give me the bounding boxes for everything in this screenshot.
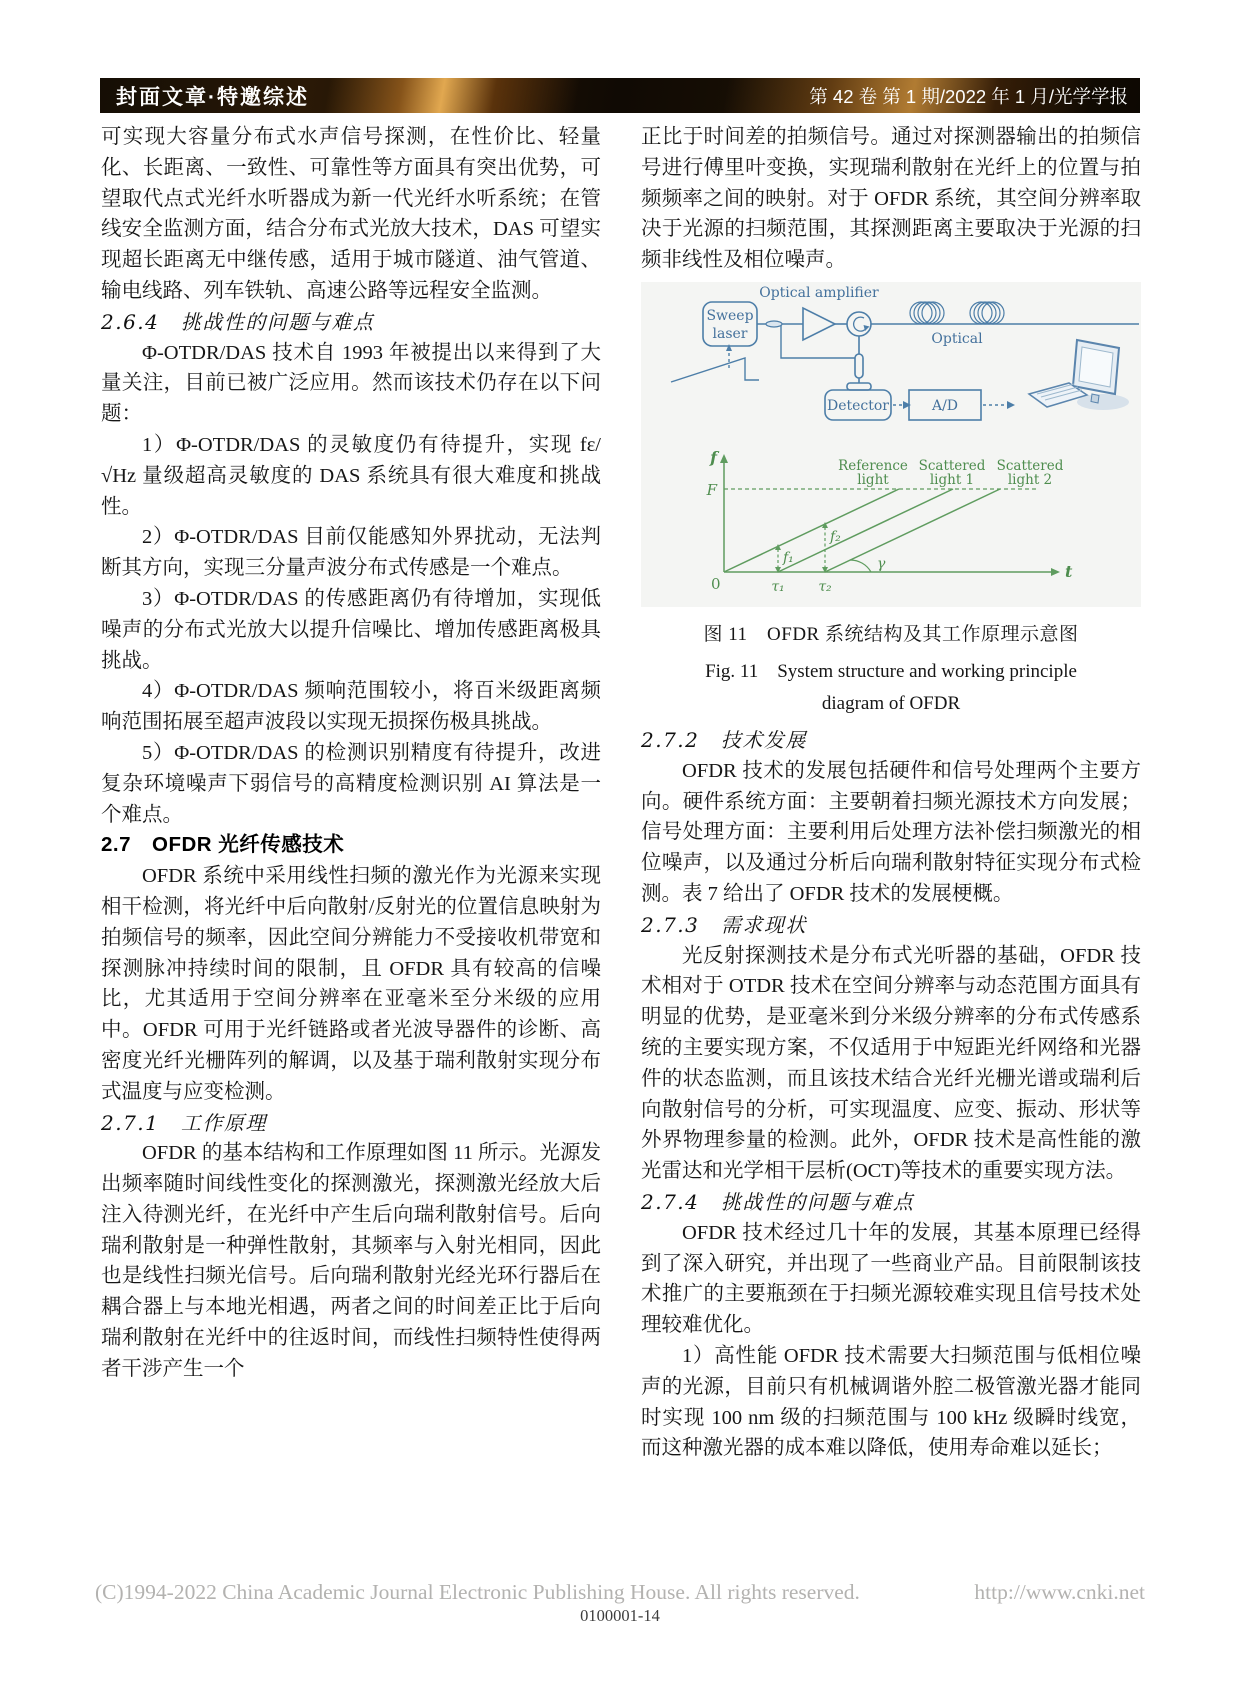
local-oscillator-path [781, 324, 855, 358]
gamma-label: γ [877, 555, 886, 572]
fiber-coil-icon [910, 302, 944, 324]
para-right-3: OFDR 技术经过几十年的发展，其基本原理已经得到了深入研究，并出现了一些商业产品。目前限制该技术推广的主要瓶颈在于扫频光源较难实现且信号技术处理较难优化。 [641, 1221, 1141, 1337]
optical-amplifier-label: Optical amplifier [759, 284, 879, 301]
banner-issue-info: 第 42 卷 第 1 期/2022 年 1 月/光学学报 [809, 85, 1128, 107]
header-banner [100, 78, 1140, 113]
left-column [101, 122, 601, 1385]
optical-fiber-label: Optical [931, 330, 983, 347]
section-heading-2-6-4: 2.6.4 挑战性的问题与难点 [101, 309, 375, 334]
para-left-8: OFDR 的基本结构和工作原理如图 11 所示。光源发出频率随时间线性变化的探测激光，探测激光经放大后注入待测光纤，在光纤中产生后向瑞利散射信号。后向瑞利散射是一种弹性散射，其频率与入射光相同，因此也是线性扫频光信号。后向瑞利散射光经光环行器后在耦合器上与本地光相遇，两者之间的时间差正比于后向瑞利散射在光纤中的往返时间，而线性扫频特性使得两者干涉产生一个 [101, 1142, 601, 1380]
tau2-label: τ₂ [818, 578, 832, 595]
section-heading-2-7-2: 2.7.2 技术发展 [641, 727, 807, 752]
scattered-light-1-label-2: light 1 [929, 471, 975, 488]
circulator-icon [847, 312, 871, 336]
copyright-text: (C)1994-2022 China Academic Journal Electronic Publishing House. All rights reserved. [95, 1580, 860, 1604]
fiber-coil-icon-2 [970, 302, 1004, 324]
para-left-3: 2）Φ-OTDR/DAS 目前仅能感知外界扰动，无法判断其方向，实现三分量声波分布式传感是一个难点。 [101, 526, 601, 580]
para-left-7: OFDR 系统中采用线性扫频的激光作为光源来实现相干检测，将光纤中后向散射/反射光的位置信息映射为拍频信号的频率，因此空间分辨能力不受接收机带宽和探测脉冲持续时间的限制，且 OFDR 具有较高的信噪比，尤其适用于空间分辨率在亚毫米至分米级的应用中。OFDR 可用于光纤链路或者光波导器件的诊断、高密度光纤光栅阵列的解调，以及基于瑞利散射实现分布式温度与应变检测。 [101, 865, 601, 1103]
ofdr-graph-panel [641, 437, 1141, 602]
detector-label: Detector [826, 397, 890, 414]
scattered-light-1-line [778, 489, 953, 572]
para-right-1: OFDR 技术的发展包括硬件和信号处理两个主要方向。硬件系统方面：主要朝着扫频光源技术方向发展；信号处理方面：主要利用后处理方法补偿扫频激光的相位噪声，以及通过分析后向瑞利散射特征实现分布式检测。表 7 给出了 OFDR 技术的发展梗概。 [641, 759, 1141, 905]
section-heading-2-7-3: 2.7.3 需求现状 [641, 912, 807, 937]
ofdr-schematic-panel [641, 282, 1141, 432]
figure-caption-en-2: diagram of OFDR [821, 692, 961, 714]
para-left-6: 5）Φ-OTDR/DAS 的检测识别精度有待提升，改进复杂环境噪声下弱信号的高精度检测识别 AI 算法是一个难点。 [101, 741, 601, 826]
f2-label: f₂ [830, 528, 841, 545]
para-left-2: 1）Φ-OTDR/DAS 的灵敏度仍有待提升，实现 fε/√Hz 量级超高灵敏度的 DAS 系统具有很大难度和挑战性。 [101, 433, 601, 518]
para-left-0: 可实现大容量分布式水声信号探测，在性价比、轻量化、长距离、一致性、可靠性等方面具有突出优势，可望取代点式光纤水听器成为新一代光纤水听系统；在管线安全监测方面，结合分布式光放大技术，DAS 可望实现超长距离无中继传感，适用于城市隧道、油气管道、输电线路、列车铁轨、高速公路等远程安全监测。 [101, 126, 601, 302]
section-heading-2-7: 2.7 OFDR 光纤传感技术 [101, 833, 345, 857]
copyright-watermark [95, 1580, 1145, 1605]
figure-caption-zh: 图 11 OFDR 系统结构及其工作原理示意图 [703, 623, 1079, 645]
tap-coupler-icon [766, 321, 782, 327]
F-level-label: F [706, 480, 717, 499]
computer-icon [1029, 340, 1129, 410]
tau1-label: τ₁ [771, 578, 785, 595]
gamma-angle-arc [850, 560, 871, 572]
adc-label: A/D [931, 397, 959, 414]
scattered-light-1-label-1: Scattered [918, 457, 986, 474]
reference-light-label-1: Reference [838, 457, 908, 474]
figure-caption-en-1: Fig. 11 System structure and working principle [705, 660, 1077, 682]
f-axis-label: f [710, 447, 717, 467]
banner-section-title: 封面文章·特邀综述 [116, 85, 309, 109]
cnki-url: http://www.cnki.net [974, 1580, 1145, 1604]
coupler-icon [855, 354, 863, 378]
optical-amplifier-icon [803, 308, 835, 340]
t-axis-label: t [1065, 561, 1073, 581]
scattered-light-2-label-2: light 2 [1007, 471, 1053, 488]
right-column [641, 122, 1141, 1464]
section-heading-2-7-1: 2.7.1 工作原理 [101, 1110, 267, 1135]
para-left-4: 3）Φ-OTDR/DAS 的传感距离仍有待增加，实现低噪声的分布式光放大以提升信噪比、增加传感距离极具挑战。 [101, 587, 601, 672]
para-right-2: 光反射探测技术是分布式光听器的基础，OFDR 技术相对于 OTDR 技术在空间分辨率与动态范围方面具有明显的优势，是亚毫米到分米级分辨率的分布式传感系统的主要实现方案，不仅适用于中短距光纤网络和光器件的状态监测，而且该技术结合光纤光栅光谱或瑞利后向散射信号的分析，可实现温度、应变、振动、形状等外界物理参量的检测。此外，OFDR 技术是高性能的激光雷达和光学相干层析(OCT)等技术的重要实现方法。 [641, 944, 1141, 1183]
reference-light-label-2: light [857, 471, 889, 488]
section-heading-2-7-4: 2.7.4 挑战性的问题与难点 [641, 1189, 915, 1214]
detector-port [847, 383, 871, 390]
f1-label: f₁ [783, 549, 794, 566]
sawtooth-waveform-icon [671, 358, 759, 382]
figure-11 [641, 282, 1141, 607]
scattered-light-2-label-1: Scattered [996, 457, 1064, 474]
para-right-4: 1）高性能 OFDR 技术需要大扫频范围与低相位噪声的光源，目前只有机械调谐外腔二极管激光器才能同时实现 100 nm 级的扫频范围与 100 kHz 级瞬时线宽，而这种激光器的成本难以降低，使用寿命难以延长； [641, 1344, 1141, 1460]
para-left-1: Φ-OTDR/DAS 技术自 1993 年被提出以来得到了大量关注，目前已被广泛应用。然而该技术仍存在以下问题： [101, 341, 601, 426]
origin-label: 0 [711, 574, 721, 593]
sweep-laser-label-1: Sweep [706, 307, 754, 324]
para-right-0: 正比于时间差的拍频信号。通过对探测器输出的拍频信号进行傅里叶变换，实现瑞利散射在光纤上的位置与拍频频率之间的映射。对于 OFDR 系统，其空间分辨率取决于光源的扫频范围，其探测距离主要取决于光源的扫频非线性及相位噪声。 [641, 126, 1141, 272]
sweep-laser-label-2: laser [712, 325, 748, 342]
page-number: 0100001-14 [580, 1606, 660, 1625]
reference-light-line [724, 489, 899, 572]
para-left-5: 4）Φ-OTDR/DAS 频响范围较小，将百米级距离频响范围拓展至超声波段以实现无损探伤极具挑战。 [101, 680, 601, 734]
